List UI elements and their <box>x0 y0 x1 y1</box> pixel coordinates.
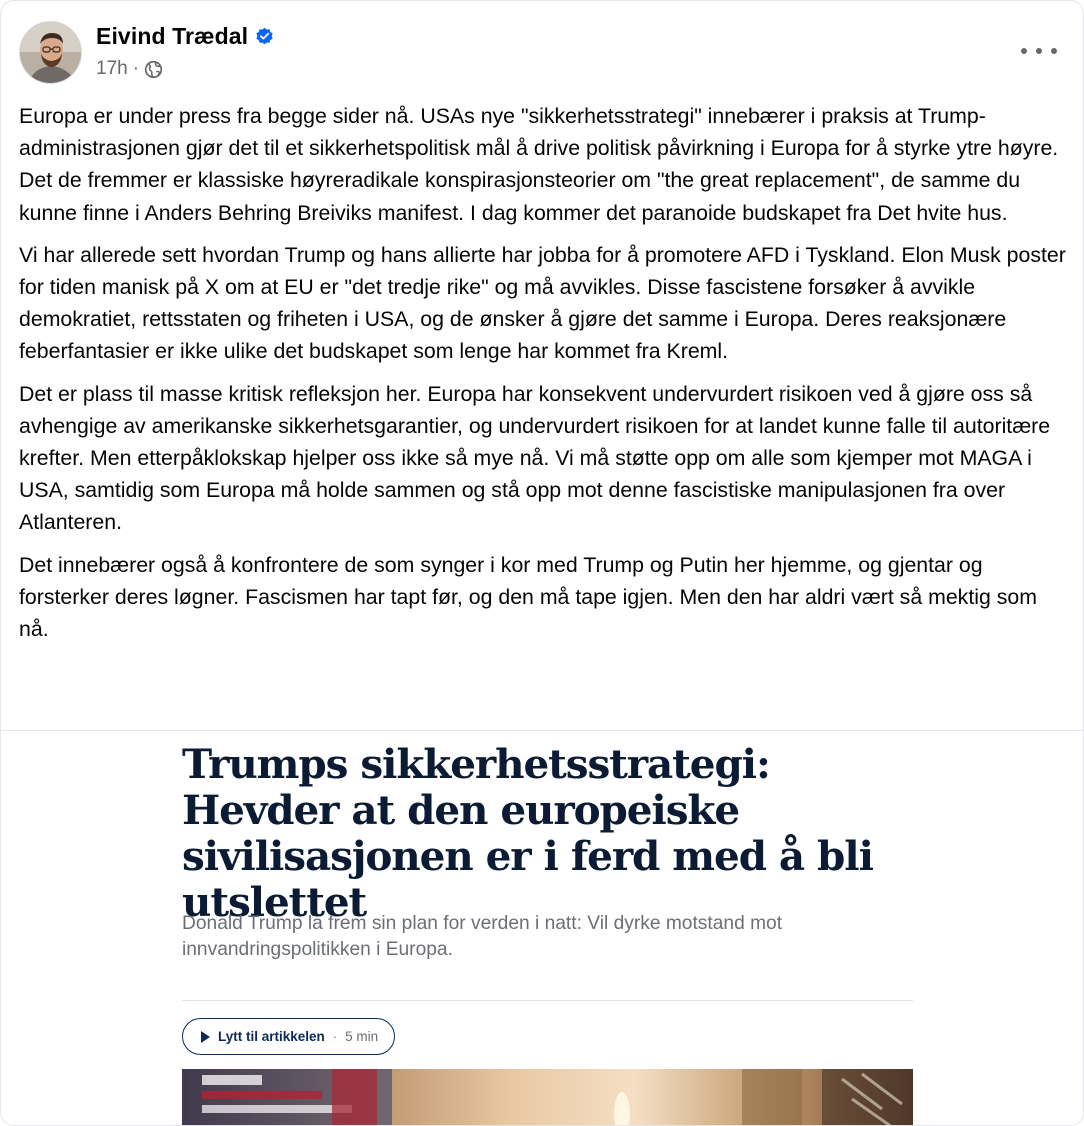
post-paragraph: Det er plass til masse kritisk refleksjon her. Europa har konsekvent undervurdert risikoen ved å gjøre oss så avhengige av amerikanske sikkerhetsgarantier, og undervurdert risikoen for at landet kunne falle til autoritære krefter. Men etterpåklokskap hjelper oss ikke så mye nå. Vi må støtte opp om alle som kjemper mot MAGA i USA, samtidig som Europa må holde sammen og stå opp mot denne fascistiske manipulasjonen fra over Atlanteren. <box>19 381 1051 535</box>
avatar-photo <box>20 22 82 84</box>
play-icon <box>201 1031 210 1043</box>
post-time[interactable]: 17h <box>96 58 128 79</box>
listen-duration: 5 min <box>345 1029 379 1044</box>
post-paragraph: Europa er under press fra begge sider nå. USAs nye "sikkerhetsstrategi" innebærer i praksis at Trump-administrasjonen gjør det til et sikkerhetspolitisk mål å drive politisk påvirkning i Europa for å styrke ytre høyre. Det de fremmer er klassiske høyreradikale konspirasjonsteorier om "the great replacement", de samme du kunne finne i Anders Behring Breiviks manifest. I dag kommer det paranoide budskapet fra Det hvite hus. <box>19 104 1059 225</box>
article-lead: Donald Trump la frem sin plan for verden i natt: Vil dyrke motstand mot innvandringspolitikken i Europa. <box>182 913 783 960</box>
post-header <box>19 19 1067 87</box>
more-options-icon[interactable] <box>1021 41 1057 61</box>
shared-article-image[interactable] <box>1 731 1084 1126</box>
article-headline: Trumps sikkerhetsstrategi: Hevder at den europeiske sivilisasjonen er i ferd med å bli utslettet <box>182 740 873 926</box>
meta-separator: · <box>132 58 140 79</box>
post-paragraph: Det innebærer også å konfrontere de som synger i kor med Trump og Putin her hjemme, og gjentar og forsterker deres løgner. Fascismen har tapt før, og den må tape igjen. Men den har aldri vært så mektig som nå. <box>19 552 1037 642</box>
post-paragraph: Vi har allerede sett hvordan Trump og hans allierte har jobba for å promotere AFD i Tyskland. Elon Musk poster for tiden manisk på X om at EU er "det tredje rike" og må avvikles. Disse fascistene forsøker å avvikle demokratiet, rettsstaten og friheten i USA, og de ønsker å gjøre det samme i Europa. Deres reaksjonære feberfantasier er ikke ulike det budskapet som lenge har kommet fra Kreml. <box>19 242 1066 364</box>
listen-separator: · <box>332 1029 338 1044</box>
avatar[interactable] <box>19 21 82 84</box>
author-line <box>96 23 274 50</box>
post-meta <box>96 58 163 80</box>
article-photo <box>182 1069 913 1126</box>
author-name[interactable]: Eivind Trædal <box>96 23 249 49</box>
more-dot <box>1036 48 1042 54</box>
more-dot <box>1051 48 1057 54</box>
listen-to-article-button[interactable] <box>182 1018 395 1055</box>
verified-badge-icon <box>255 27 274 46</box>
post-body <box>19 100 1069 655</box>
article-photo-image <box>182 1069 913 1126</box>
more-dot <box>1021 48 1027 54</box>
article-divider <box>182 1000 913 1001</box>
listen-label: Lytt til artikkelen <box>218 1029 325 1044</box>
globe-icon[interactable] <box>144 60 163 79</box>
